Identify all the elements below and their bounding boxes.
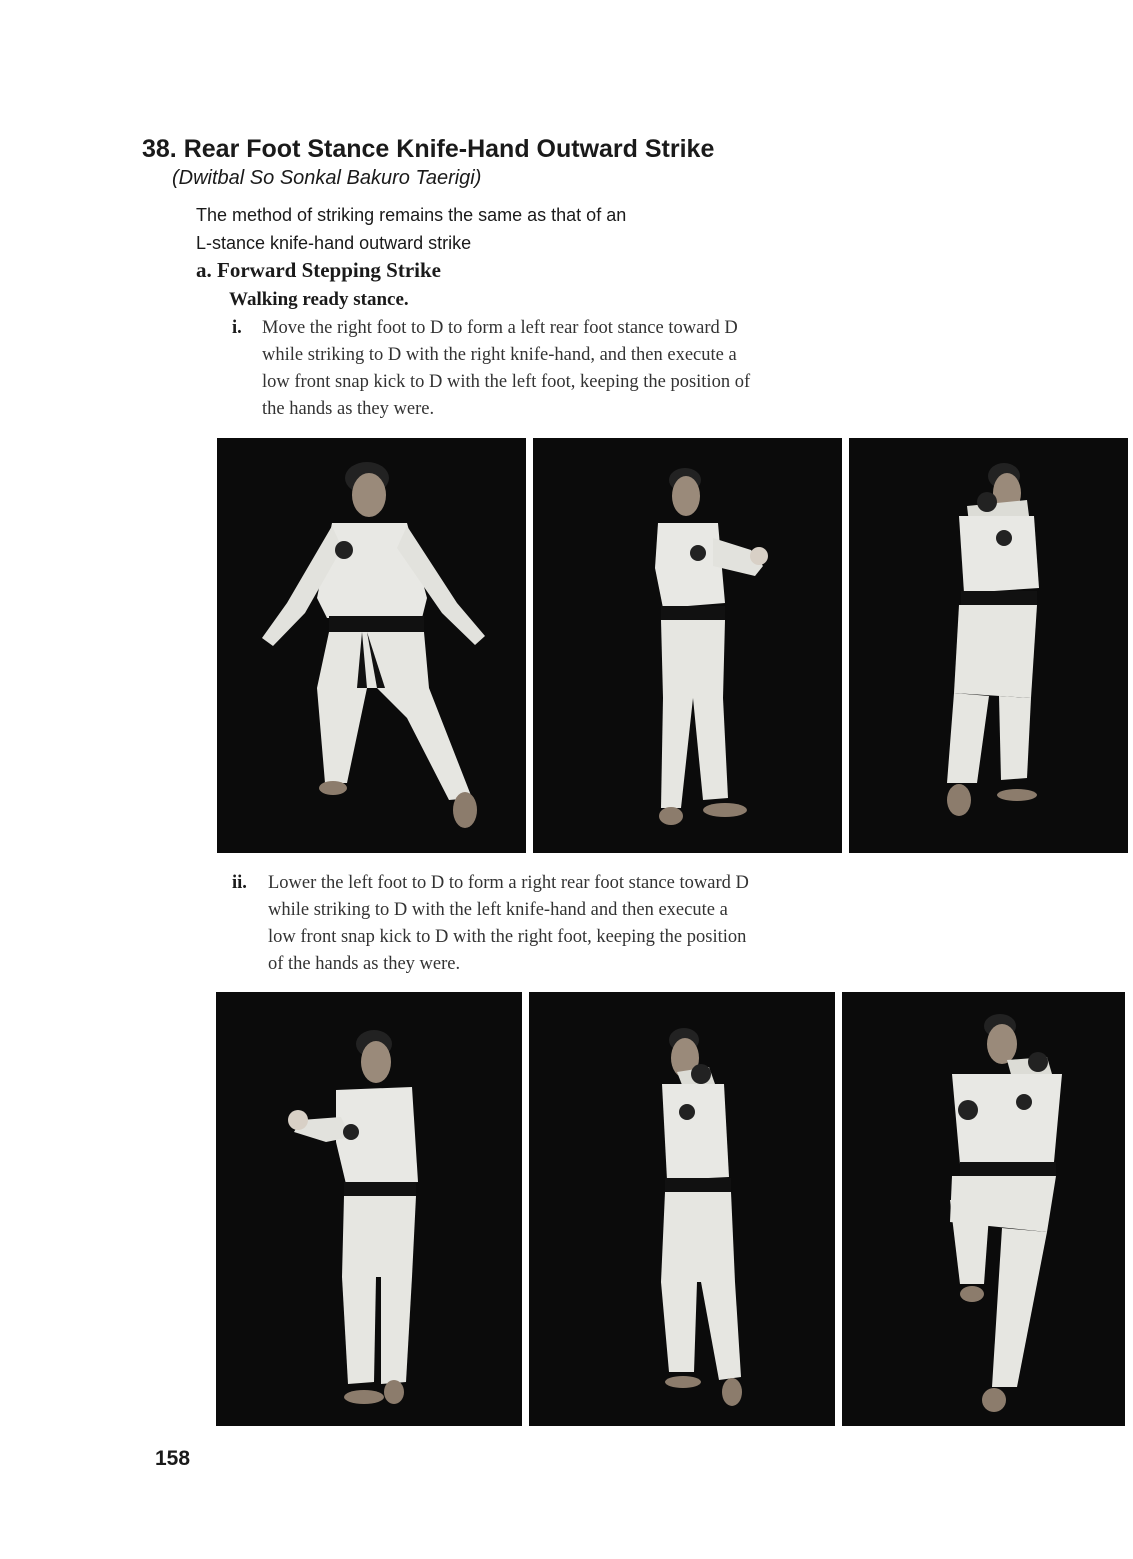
photo-left-knife-hand-strike <box>216 992 522 1426</box>
figure-illustration <box>217 438 526 853</box>
figure-illustration <box>849 438 1128 853</box>
step-line: the hands as they were. <box>262 399 435 419</box>
step-text <box>262 315 962 423</box>
step-line: Lower the left foot to D to form a right rear foot stance toward D <box>268 873 749 893</box>
intro-line: The method of striking remains the same as that of an <box>196 205 627 225</box>
section-title <box>142 135 714 164</box>
step-line: Move the right foot to D to form a left rear foot stance toward D <box>262 318 738 338</box>
figure-illustration <box>216 992 522 1426</box>
step-line: of the hands as they were. <box>268 954 461 974</box>
step-line: while striking to D with the right knife-hand, and then execute a <box>262 345 737 365</box>
figure-illustration <box>533 438 842 853</box>
photo-front-snap-kick <box>849 438 1128 853</box>
intro-line: L-stance knife-hand outward strike <box>196 233 472 253</box>
step-line: while striking to D with the left knife-hand and then execute a <box>268 900 728 920</box>
intro-paragraph <box>196 201 626 257</box>
photo-rear-foot-stance-strike <box>533 438 842 853</box>
figure-illustration <box>842 992 1125 1426</box>
photo-row-1 <box>217 438 1128 853</box>
section-number: 38. <box>142 135 177 163</box>
photo-ready-stance <box>217 438 526 853</box>
step-text <box>268 870 968 978</box>
photo-row-2 <box>216 992 1125 1426</box>
photo-right-front-snap-kick <box>842 992 1125 1426</box>
step-number: ii. <box>232 873 247 893</box>
page-number: 158 <box>155 1447 191 1470</box>
photo-right-rear-foot-stance <box>529 992 835 1426</box>
step-number: i. <box>232 318 242 338</box>
section-title-text: Rear Foot Stance Knife-Hand Outward Strike <box>183 135 715 163</box>
step-line: low front snap kick to D with the left foot, keeping the position of <box>262 372 751 392</box>
figure-illustration <box>529 992 835 1426</box>
section-subtitle: (Dwitbal So Sonkal Bakuro Taerigi) <box>172 167 482 189</box>
ready-stance-label: Walking ready stance. <box>229 289 409 310</box>
step-line: low front snap kick to D with the right foot, keeping the position <box>268 927 747 947</box>
subsection-heading: a. Forward Stepping Strike <box>196 258 442 282</box>
